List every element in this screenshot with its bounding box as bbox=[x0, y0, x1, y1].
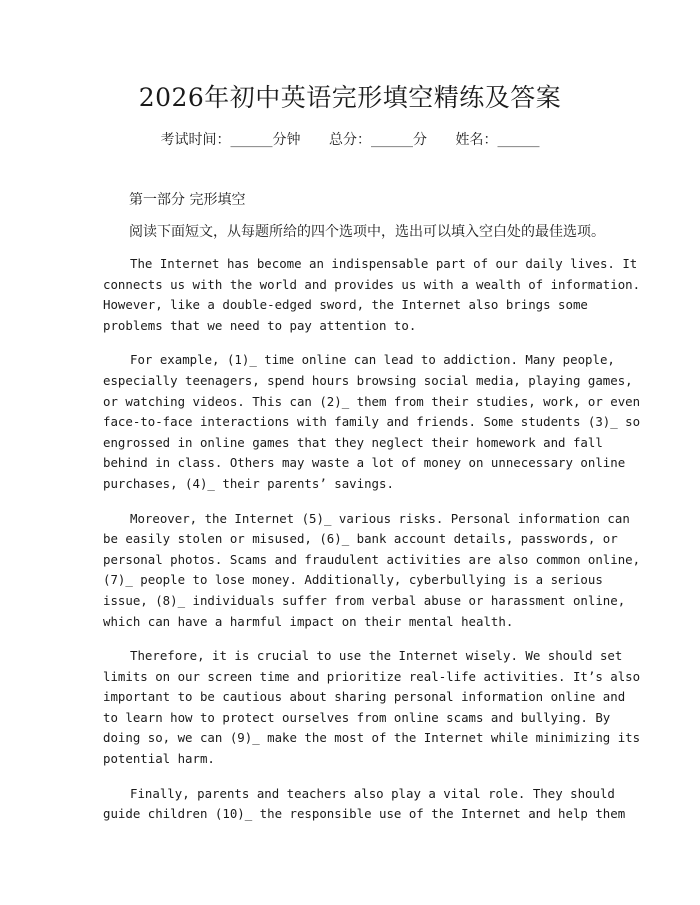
paragraph bbox=[103, 254, 641, 336]
total-score-unit: 分 bbox=[413, 132, 427, 148]
paragraph bbox=[103, 350, 641, 494]
text-line: to learn how to protect ourselves from online scams and bullying. By bbox=[103, 709, 611, 725]
paragraph bbox=[103, 646, 641, 770]
text-line: Moreover, the Internet (5)_ various risks. Personal information can bbox=[130, 510, 630, 526]
exam-time-blank: ______ bbox=[230, 132, 273, 148]
text-line: Finally, parents and teachers also play a vital role. They should bbox=[130, 785, 615, 801]
text-line: behind in class. Others may waste a lot of money on unnecessary online bbox=[103, 455, 626, 471]
page-title: 2026年初中英语完形填空精练及答案 bbox=[138, 83, 562, 112]
text-line: doing so, we can (9)_ make the most of the Internet while minimizing its bbox=[103, 730, 641, 746]
student-name-field bbox=[455, 130, 539, 150]
text-line: especially teenagers, spend hours browsing social media, playing games, bbox=[103, 372, 633, 388]
text-line: personal photos. Scams and fraudulent activities are also common online, bbox=[103, 551, 641, 567]
section-heading: 第一部分 完形填空 bbox=[129, 192, 246, 208]
exam-time-unit: 分钟 bbox=[272, 132, 301, 148]
text-line: which can have a harmful impact on their mental health. bbox=[103, 613, 514, 629]
section-instruction: 阅读下面短文，从每题所给的四个选项中，选出可以填入空白处的最佳选项。 bbox=[129, 224, 605, 240]
document-body bbox=[103, 190, 641, 839]
text-line: For example, (1)_ time online can lead to addiction. Many people, bbox=[130, 352, 615, 368]
paragraph bbox=[103, 509, 641, 633]
text-line: face-to-face interactions with family and friends. Some students (3)_ so bbox=[103, 414, 641, 430]
text-line: connects us with the world and provides us with a wealth of information. bbox=[103, 276, 641, 292]
text-line: limits on our screen time and prioritize real-life activities. It’s also bbox=[103, 668, 641, 684]
total-score-blank: ______ bbox=[371, 132, 413, 148]
text-line: potential harm. bbox=[103, 751, 215, 767]
text-line: important to be cautious about sharing personal information online and bbox=[103, 689, 626, 705]
text-line: (7)_ people to lose money. Additionally, cyberbullying is a serious bbox=[103, 572, 603, 588]
text-line: be easily stolen or misused, (6)_ bank account details, passwords, or bbox=[103, 531, 618, 547]
text-line: engrossed in online games that they neglect their homework and fall bbox=[103, 434, 603, 450]
exam-info-row bbox=[0, 130, 700, 150]
text-line: purchases, (4)_ their parents’ savings. bbox=[103, 475, 394, 491]
text-line: However, like a double-edged sword, the Internet also brings some bbox=[103, 297, 588, 313]
text-line: The Internet has become an indispensable part of our daily lives. It bbox=[130, 256, 638, 271]
text-line: Therefore, it is crucial to use the Internet wisely. We should set bbox=[130, 648, 623, 664]
text-line: problems that we need to pay attention to. bbox=[103, 317, 417, 333]
text-line: guide children (10)_ the responsible use of the Internet and help them bbox=[103, 806, 626, 822]
student-name-label: 姓名： bbox=[455, 132, 498, 148]
student-name-blank: ______ bbox=[497, 132, 540, 148]
paragraph bbox=[103, 784, 626, 825]
text-line: or watching videos. This can (2)_ them from their studies, work, or even bbox=[103, 393, 641, 409]
total-score-label: 总分： bbox=[329, 132, 371, 148]
exam-time-field bbox=[161, 130, 301, 150]
exam-time-label: 考试时间： bbox=[160, 132, 231, 148]
text-line: issue, (8)_ individuals suffer from verbal abuse or harassment online, bbox=[103, 592, 626, 608]
total-score-field bbox=[329, 130, 427, 150]
